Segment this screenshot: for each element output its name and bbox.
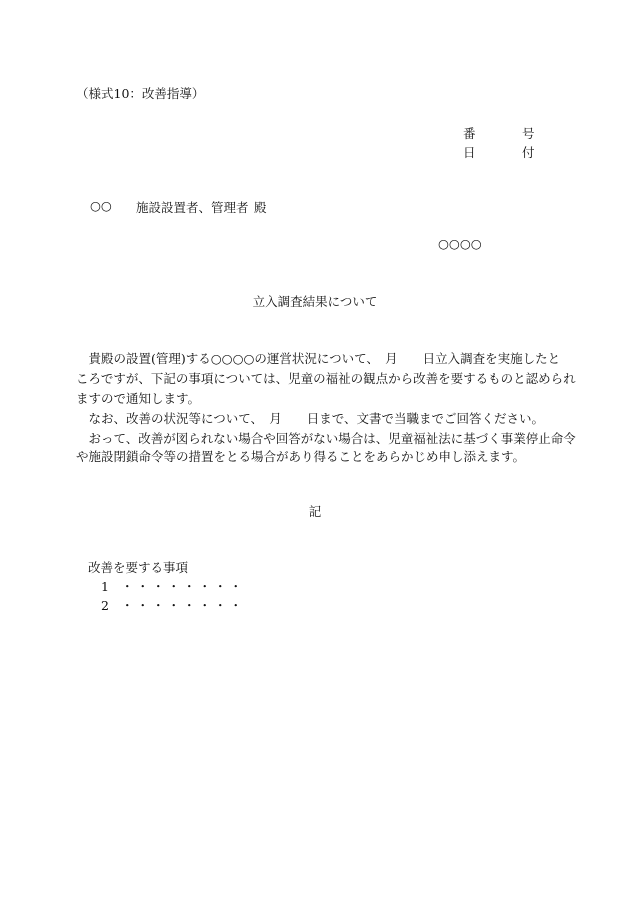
- body-line: や施設閉鎖命令等の措置をとる場合があり得ることをあらかじめ申し添えます。: [76, 449, 526, 464]
- addressee-prefix: ○○: [90, 198, 112, 213]
- document-number-suffix: 号: [522, 126, 535, 141]
- form-label: （様式10：改善指導）: [76, 86, 205, 101]
- addressee-honorific: 殿: [254, 200, 267, 215]
- document-date-suffix: 付: [522, 145, 535, 160]
- list-item-number: 1: [101, 579, 109, 594]
- list-item-text: ・・・・・・・・: [121, 579, 246, 594]
- list-item-text: ・・・・・・・・: [121, 598, 246, 613]
- addressee: 施設設置者、管理者: [136, 200, 249, 215]
- section-heading-ki: 記: [308, 504, 322, 519]
- list-item: [101, 577, 245, 595]
- list-item-number: 2: [101, 598, 109, 613]
- sender: ○○○○: [438, 236, 482, 251]
- document-date-label: 日: [463, 145, 476, 160]
- body-line: ころですが、下記の事項については、児童の福祉の観点から改善を要するものと認められ: [76, 371, 576, 386]
- body-line: なお、改善の状況等について、 月 日まで、文書で当職までご回答ください。: [76, 411, 545, 426]
- list-item: [101, 596, 245, 614]
- items-heading: 改善を要する事項: [88, 560, 189, 575]
- body-line: 貴殿の設置(管理)する○○○○の運営状況について、 月 日立入調査を実施したと: [76, 351, 561, 366]
- body-line: おって、改善が図られない場合や回答がない場合は、児童福祉法に基づく事業停止命令: [76, 431, 576, 446]
- document-title: 立入調査結果について: [252, 294, 378, 309]
- body-line: ますので通知します。: [76, 391, 201, 406]
- document-number-label: 番: [463, 126, 476, 141]
